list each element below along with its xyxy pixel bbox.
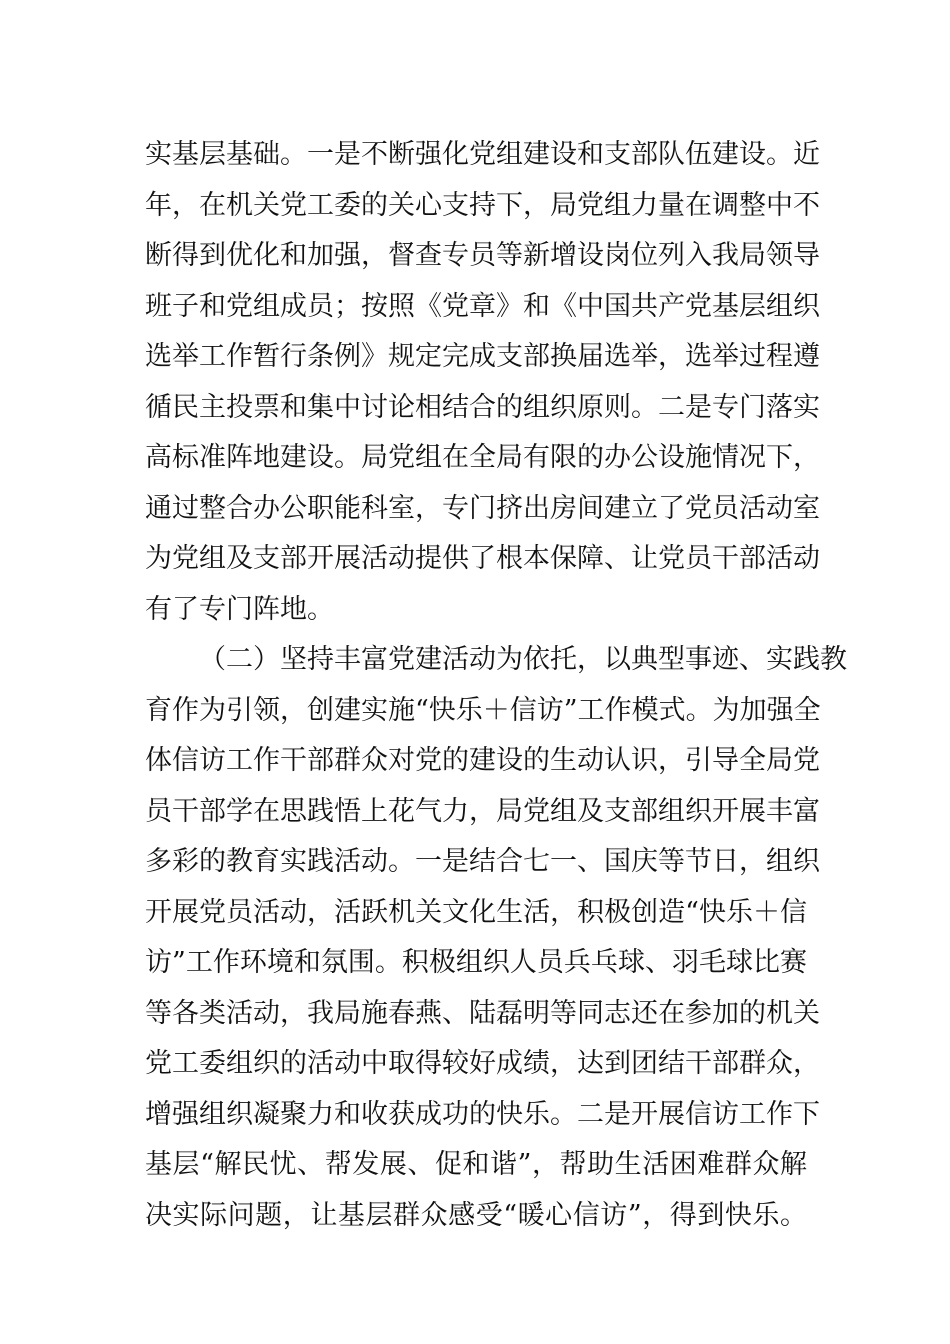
section-heading-line: （二）坚持丰富党建活动为依托，以典型事迹、实践教: [199, 644, 847, 675]
text-line: 通过整合办公职能科室，专门挤出房间建立了党员活动室: [145, 492, 820, 524]
text-line: 高标准阵地建设。局党组在全局有限的办公设施情况下，: [145, 442, 820, 473]
text-line: 体信访工作干部群众对党的建设的生动认识，引导全局党: [145, 745, 820, 776]
text-line: 有了专门阵地。: [145, 593, 334, 625]
text-line: 断得到优化和加强，督查专员等新增设岗位列入我局领导: [145, 240, 820, 271]
text-line: 选举工作暂行条例》规定完成支部换届选举，选举过程遵: [145, 341, 820, 372]
text-line: 党工委组织的活动中取得较好成绩，达到团结干部群众，: [145, 1048, 820, 1079]
text-line: 等各类活动，我局施春燕、陆磊明等同志还在参加的机关: [145, 997, 820, 1029]
text-line: 班子和党组成员；按照《党章》和《中国共产党基层组织: [145, 290, 820, 322]
text-line: 基层“解民忧、帮发展、促和谐”，帮助生活困难群众解: [145, 1149, 807, 1180]
text-line: 育作为引领，创建实施“快乐＋信访”工作模式。为加强全: [145, 694, 821, 726]
text-line: 员干部学在思践悟上花气力，局党组及支部组织开展丰富: [145, 795, 820, 827]
document-body: [145, 130, 847, 1241]
text-line: 决实际问题，让基层群众感受“暖心信访”，得到快乐。: [145, 1199, 807, 1231]
text-line: 访”工作环境和氛围。积极组织人员兵乓球、羽毛球比赛: [145, 947, 807, 978]
text-line: 增强组织凝聚力和收获成功的快乐。二是开展信访工作下: [145, 1098, 820, 1130]
text-line: 多彩的教育实践活动。一是结合七一、国庆等节日，组织: [145, 846, 820, 877]
text-line: 循民主投票和集中讨论相结合的组织原则。二是专门落实: [145, 391, 820, 423]
text-line: 实基层基础。一是不断强化党组建设和支部队伍建设。近: [145, 139, 820, 170]
text-line: 开展党员活动，活跃机关文化生活，积极创造“快乐＋信: [145, 896, 807, 928]
text-line: 为党组及支部开展活动提供了根本保障、让党员干部活动: [145, 543, 820, 574]
text-line: 年，在机关党工委的关心支持下，局党组力量在调整中不: [145, 189, 820, 221]
